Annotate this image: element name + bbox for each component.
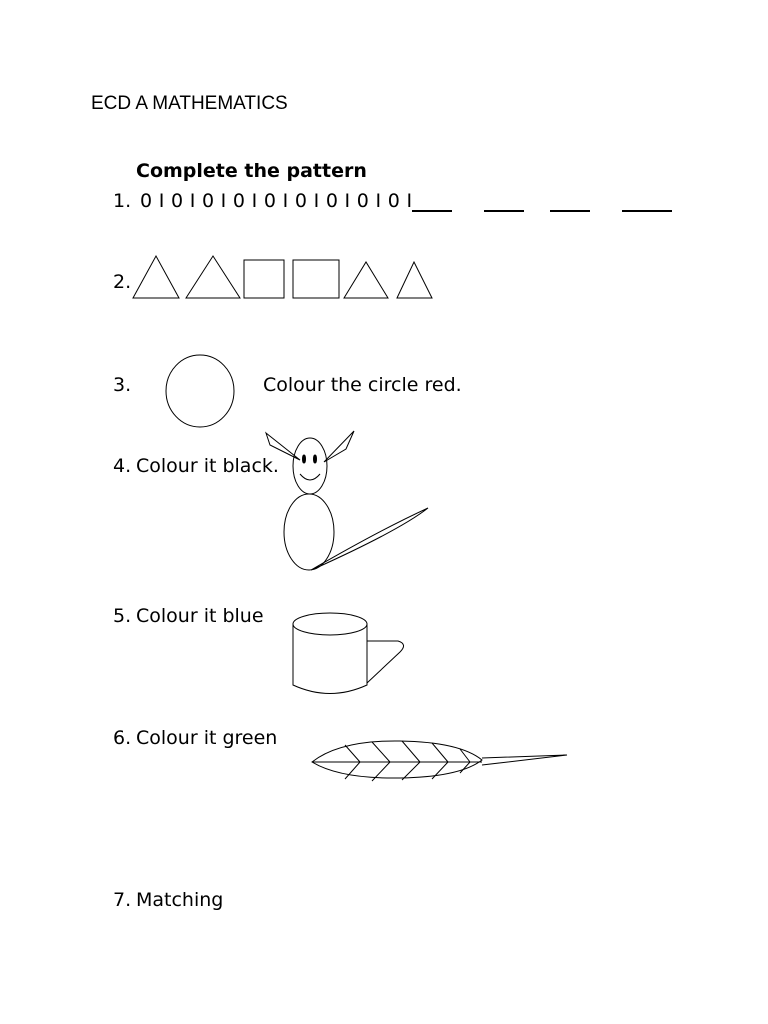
question-5-text: Colour it blue xyxy=(136,605,264,627)
question-7-number: 7. xyxy=(113,889,132,911)
question-6-text: Colour it green xyxy=(136,727,278,749)
question-1-pattern: 0 I 0 I 0 I 0 I 0 I 0 I 0 I 0 I 0 I xyxy=(140,190,413,212)
triangle-shape-3 xyxy=(344,262,388,298)
question-5-number: 5. xyxy=(113,605,132,627)
question-2-number: 2. xyxy=(113,271,132,293)
bird-figure-icon xyxy=(266,431,428,570)
document-title: ECD A MATHEMATICS xyxy=(91,93,288,114)
feather-icon xyxy=(312,741,567,781)
question-7-text: Matching xyxy=(136,889,224,911)
mug-icon xyxy=(293,613,404,694)
question-6-number: 6. xyxy=(113,727,132,749)
circle-icon xyxy=(166,355,234,427)
question-3-number: 3. xyxy=(113,374,132,396)
question-3-text: Colour the circle red. xyxy=(263,374,462,396)
triangle-shape-4 xyxy=(397,262,432,298)
question-4-number: 4. xyxy=(113,455,132,477)
triangle-shape-1 xyxy=(133,256,179,298)
question-1-number: 1. xyxy=(113,190,132,212)
section-heading: Complete the pattern xyxy=(136,160,367,182)
square-shape-2 xyxy=(293,260,339,298)
square-shape-1 xyxy=(244,260,284,298)
question-4-text: Colour it black. xyxy=(136,455,279,477)
triangle-shape-2 xyxy=(186,256,240,298)
